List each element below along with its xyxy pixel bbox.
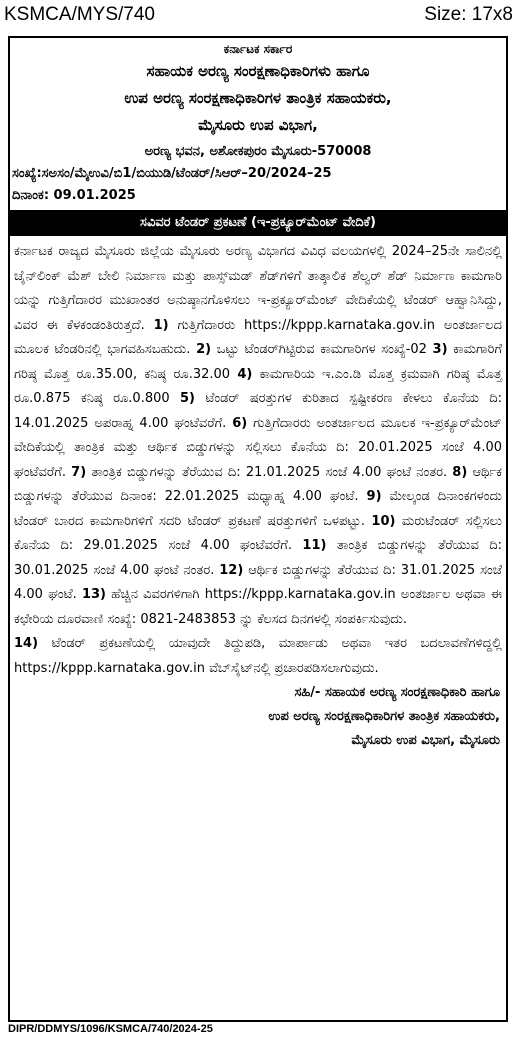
clause-text: ಮರುಟೆಂಡರ್ ಸಲ್ಲಿಸಲು ಕೊನೆಯ ದಿ: 29.01.2025 ಸಂಜೆ 4.00 ಘಂಟೆವರೆಗೆ. bbox=[14, 513, 502, 553]
dipr-code: DIPR/DDMYS/1096/KSMCA/740/2024-25 bbox=[8, 1023, 213, 1035]
clause-number: 6) bbox=[232, 415, 248, 431]
notice-banner: ಸವಿವರ ಟೆಂಡರ್ ಪ್ರಕಟಣೆ (ಇ-ಪ್ರಕ್ಯೂರ್‌ಮೆಂಟ್ ವೇದಿಕೆ) bbox=[10, 210, 506, 236]
clause-text: ಮೇಲ್ಕಂಡ ದಿನಾಂಕಗಳಂದು ಟೆಂಡರ್ ಬಾರದ ಕಾಮಗಾರಿಗಳಿಗೆ ಸದರಿ ಟೆಂಡರ್ ಪ್ರಕಟಣೆ ಷರತ್ತುಗಳಿಗೆ ಒಳಪಟ್ಟು. bbox=[14, 489, 502, 529]
ad-code: KSMCA/MYS/740 bbox=[4, 4, 155, 25]
clause bbox=[196, 342, 427, 357]
clause bbox=[71, 465, 447, 480]
clause-text: ಒಟ್ಟು ಟೆಂಡರ್‌ಗಿಟ್ಟಿರುವ ಕಾಮಗಾರಿಗಳ ಸಂಖ್ಯೆ-02 bbox=[216, 342, 427, 357]
clause-number: 10) bbox=[371, 513, 396, 529]
signature-line-1: ಸಹಿ/- ಸಹಾಯಕ ಅರಣ್ಯ ಸಂರಕ್ಷಣಾಧಿಕಾರಿ ಹಾಗೂ bbox=[294, 685, 500, 700]
clause-number: 11) bbox=[302, 538, 327, 553]
office-line-1: ಸಹಾಯಕ ಅರಣ್ಯ ಸಂರಕ್ಷಣಾಧಿಕಾರಿಗಳು ಹಾಗೂ bbox=[146, 62, 370, 80]
office-address: ಅರಣ್ಯ ಭವನ, ಅಶೋಕಪುರಂ ಮೈಸೂರು-570008 bbox=[144, 144, 372, 159]
notice-body bbox=[10, 236, 506, 681]
clause-number: 8) bbox=[452, 464, 468, 480]
office-line-2: ಉಪ ಅರಣ್ಯ ಸಂರಕ್ಷಣಾಧಿಕಾರಿಗಳ ತಾಂತ್ರಿಕ ಸಹಾಯಕರು, bbox=[124, 89, 392, 107]
clause-text: ಕಾಮಗಾರಿಗೆ ಗರಿಷ್ಠ ಮೊತ್ತ ರೂ.35.00, ಕನಿಷ್ಠ ರೂ.32.00 bbox=[14, 342, 503, 382]
clause-text: ತಾಂತ್ರಿಕ ಬಿಡ್ಡುಗಳನ್ನು ತೆರೆಯುವ ದಿ: 21.01.2025 ಸಂಜೆ 4.00 ಘಂಟೆ ನಂತರ. bbox=[91, 464, 448, 480]
clause-number: 12) bbox=[219, 562, 244, 578]
clause-text: ಟೆಂಡರ್ ಷರತ್ತುಗಳ ಕುರಿತಾದ ಸ್ಪಷ್ಟೀಕರಣ ಕೇಳಲು ಕೊನೆಯ ದಿ: 14.01.2025 ಅಪರಾಹ್ನ 4.00 ಘಂಟೆವರೆಗೆ. bbox=[14, 391, 502, 431]
reference-number: ಸಂಖ್ಯೆ:ಸಅಸಂ/ಮೈಉವಿ/ಬಿ1/ಬಿಯುಡಿ/ಟೆಂಡರ್/ಸಿಆರ್–20/2024–25 bbox=[12, 166, 332, 181]
clause-number: 14) bbox=[14, 636, 39, 651]
clause-text: ಗುತ್ತಿಗೆದಾರರು ಅಂತರ್ಜಾಲದ ಮೂಲಕ ಇ-ಪ್ರಕ್ಯೂರ್‌ಮೆಂಟ್ ವೇದಿಕೆಯಲ್ಲಿ ತಾಂತ್ರಿಕ ಮತ್ತು ಆರ್ಥಿಕ ಬಿಡ್ಡುಗಳನ್ನು ಸಲ್ಲಿಸಲು ಕೊನೆಯ ದಿ: 20.01.2025 ಸಂಜೆ 4.00 ಘಂಟೆವರೆಗೆ. bbox=[14, 415, 502, 480]
ad-size: Size: 17x8 bbox=[424, 4, 513, 25]
clause-text: ಟೆಂಡರ್ ಪ್ರಕಟಣೆಯಲ್ಲಿ ಯಾವುದೇ ತಿದ್ದುಪಡಿ, ಮಾರ್ಪಾಡು ಅಥವಾ ಇತರ ಬದಲಾವಣೆಗಳಿದ್ದಲ್ಲಿ https://kppp.karnataka.gov.in ವೆಬ್‌ಸೈಟ್‌ನಲ್ಲಿ ಪ್ರಚಾರಪಡಿಸಲಾಗುವುದು. bbox=[14, 636, 502, 676]
clause-number: 4) bbox=[237, 366, 253, 382]
clause-number: 9) bbox=[366, 489, 382, 504]
clause bbox=[14, 587, 502, 627]
clause-text: ಗುತ್ತಿಗೆದಾರರು https://kppp.karnataka.gov.in ಅಂತರ್ಜಾಲದ ಮೂಲಕ ಟೆಂಡರಿನಲ್ಲಿ ಭಾಗವಹಿಸಬಹುದು. bbox=[14, 317, 502, 357]
notice-header bbox=[10, 38, 506, 163]
clause-number: 5) bbox=[179, 391, 195, 406]
signature-block bbox=[10, 681, 506, 753]
intro-text: ಕರ್ನಾಟಕ ರಾಜ್ಯದ ಮೈಸೂರು ಜಿಲ್ಲೆಯ ಮೈಸೂರು ಅರಣ್ಯ ವಿಭಾಗದ ವಿವಿಧ ವಲಯಗಳಲ್ಲಿ 2024–25ನೇ ಸಾಲಿನಲ್ಲಿ ಚೈನ್‌ಲಿಂಕ್ ಮೆಶ್ ಬೇಲಿ ನಿರ್ಮಾಣ ಮತ್ತು ಪಾಸ್ಸ್‌ಮಡ್ ಶೆಡ್‌ಗಳಿಗೆ ತಾತ್ಕಾಲಿಕ ಶೆಲ್ವರ್ ಶೆಡ್ ನಿರ್ಮಾಣ ಕಾಮಗಾರಿ ಯನ್ನು ಗುತ್ತಿಗೆದಾರರ ಮುಖಾಂತರ ಅನುಷ್ಠಾನಗೊಳಿಸಲು ಇ-ಪ್ರಕ್ಯೂರ್‌ಮೆಂಟ್ ವೇದಿಕೆಯಲ್ಲಿ ಟೆಂಡರ್ ಆಹ್ವಾನಿಸಿದ್ದು, ವಿವರ ಈ ಕೆಳಕಂಡಂತಿರುತ್ತದೆ. bbox=[14, 244, 502, 333]
clause-text: ಕಾಮಗಾರಿಯ ಇ.ಎಂ.ಡಿ ಮೊತ್ತ ಕ್ರಮವಾಗಿ ಗರಿಷ್ಠ ಮೊತ್ತ ರೂ.0.875 ಕನಿಷ್ಠ ರೂ.0.800 bbox=[14, 366, 502, 406]
clause-number: 7) bbox=[71, 464, 87, 480]
signature-line-3: ಮೈಸೂರು ಉಪ ವಿಭಾಗ, ಮೈಸೂರು bbox=[351, 733, 500, 748]
signature-line-2: ಉಪ ಅರಣ್ಯ ಸಂರಕ್ಷಣಾಧಿಕಾರಿಗಳ ತಾಂತ್ರಿಕ ಸಹಾಯಕರು, bbox=[268, 709, 500, 724]
government-title: ಕರ್ನಾಟಕ ಸರ್ಕಾರ bbox=[223, 42, 293, 56]
clause-number: 3) bbox=[432, 342, 448, 357]
clause-number: 1) bbox=[153, 317, 169, 333]
clause-text: ತಾಂತ್ರಿಕ ಬಿಡ್ಡುಗಳನ್ನು ತೆರೆಯುವ ದಿ: 30.01.2025 ಸಂಜೆ 4.00 ಘಂಟೆ ನಂತರ. bbox=[14, 538, 502, 578]
clause-text: ಆರ್ಥಿಕ ಬಿಡ್ಡುಗಳನ್ನು ತೆರೆಯುವ ದಿನಾಂಕ: 22.01.2025 ಮಧ್ಯಾಹ್ನ 4.00 ಘಂಟೆ. bbox=[14, 464, 503, 504]
clause-text: ಹೆಚ್ಚಿನ ವಿವರಗಳಿಗಾಗಿ https://kppp.karnataka.gov.in ಅಂತರ್ಜಾಲ ಅಥವಾ ಈ ಕಛೇರಿಯ ದೂರವಾಣಿ ಸಂಖ್ಯೆ: 0821-2483853 ನ್ನು ಕೆಲಸದ ದಿನಗಳಲ್ಲಿ ಸಂಪರ್ಕಿಸುವುದು. bbox=[14, 587, 502, 627]
clause-number: 2) bbox=[196, 342, 212, 357]
clause-text: ಆರ್ಥಿಕ ಬಿಡ್ಡುಗಳನ್ನು ತೆರೆಯುವ ದಿ: 31.01.2025 ಸಂಜೆ 4.00 ಘಂಟೆ. bbox=[14, 562, 502, 602]
notice-date: ದಿನಾಂಕ: 09.01.2025 bbox=[12, 188, 136, 203]
clause-number: 13) bbox=[81, 587, 106, 602]
clause bbox=[14, 636, 502, 676]
office-line-3: ಮೈಸೂರು ಉಪ ವಿಭಾಗ, bbox=[198, 116, 318, 134]
notice-frame bbox=[8, 36, 508, 1022]
top-bar bbox=[0, 0, 521, 32]
